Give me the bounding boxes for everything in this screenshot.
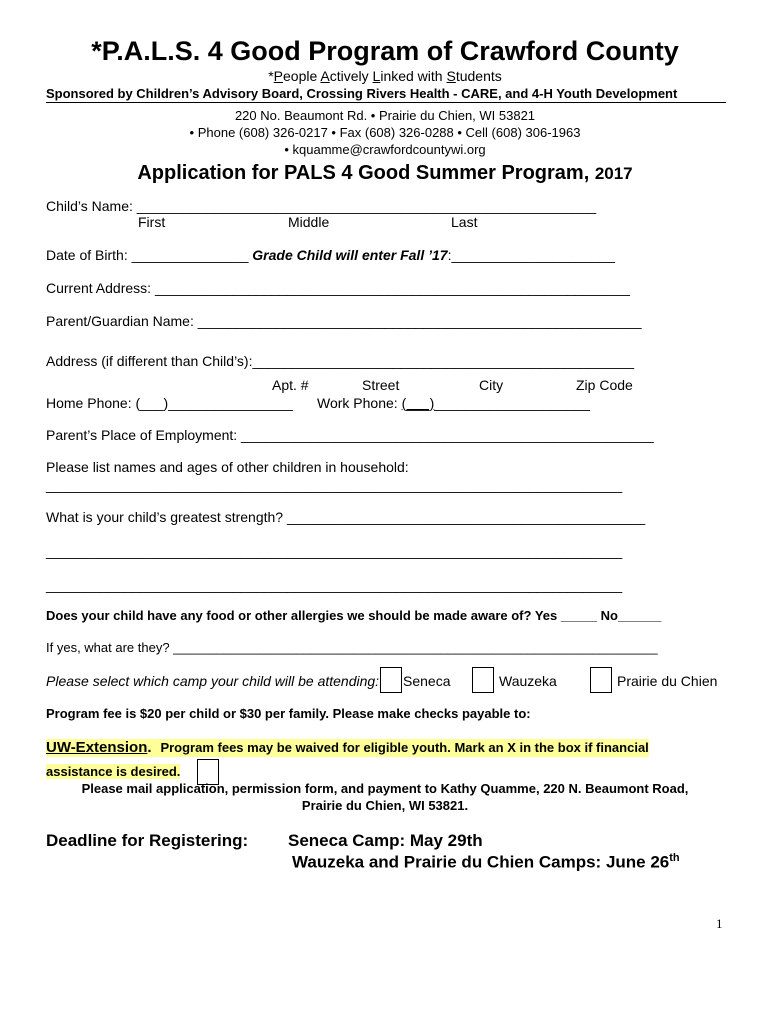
child-name-label: Child’s Name: (46, 198, 133, 214)
form-heading-text: Application for PALS 4 Good Summer Program, (137, 162, 590, 184)
form-heading (0, 162, 770, 185)
strength-line-3[interactable]: __________________________________________________________________________ (46, 577, 623, 593)
employment-field[interactable]: Parent’s Place of Employment: _____________________________________________________ (46, 427, 654, 443)
dob-field[interactable] (46, 247, 615, 263)
allergies-question[interactable]: Does your child have any food or other allergies we should be made aware of? Yes _____ No______ (46, 608, 662, 623)
child-name-field[interactable] (46, 198, 596, 214)
current-address-field[interactable]: Current Address: _____________________________________________________________ (46, 280, 630, 296)
program-fee-text: Program fee is $20 per child or $30 per family. Please make checks payable to: (46, 706, 531, 721)
allergies-detail-field[interactable]: If yes, what are they? ___________________________________________________________________ (46, 640, 658, 655)
mail-instructions-2: Prairie du Chien, WI 53821. (301, 798, 469, 813)
wauzeka-checkbox[interactable] (472, 667, 494, 693)
seneca-checkbox[interactable] (380, 667, 402, 693)
dob-label: Date of Birth: _______________ (46, 247, 249, 263)
waiver-text: Program fees may be waived for eligible youth. Mark an X in the box if financial (160, 740, 649, 755)
work-phone-label: Work Phone: (317, 395, 398, 411)
alt-address-field[interactable]: Address (if different than Child’s):_________________________________________________ (46, 353, 634, 369)
last-label: Last (451, 214, 478, 230)
form-year: 2017 (594, 164, 633, 183)
mail-instructions-1: Please mail application, permission form, and payment to Kathy Quamme, 220 N. Beaumont Road, (81, 781, 689, 796)
prairie-checkbox[interactable] (590, 667, 612, 693)
strength-field[interactable]: What is your child’s greatest strength? ______________________________________________ (46, 509, 646, 525)
acronym-letter-p: P (273, 68, 284, 84)
child-name-line[interactable]: ___________________________________________________________ (136, 198, 597, 214)
other-children-line[interactable]: __________________________________________________________________________ (46, 477, 623, 493)
acronym-star: * (268, 68, 274, 84)
uw-extension: UW-Extension (46, 739, 148, 756)
acronym-word-s: tudents (455, 68, 502, 84)
parent-name-field[interactable]: Parent/Guardian Name: _________________________________________________________ (46, 313, 642, 329)
other-children-label: Please list names and ages of other children in household: (46, 459, 409, 475)
grade-line[interactable]: :_____________________ (447, 247, 615, 263)
acronym-word-l: inked with (380, 68, 447, 84)
grade-label: Grade Child will enter Fall ’17 (252, 247, 448, 263)
zip-label: Zip Code (576, 377, 633, 393)
camp-select-label: Please select which camp your child will be attending: (46, 673, 380, 689)
seneca-label: Seneca (403, 673, 451, 689)
page-title: *P.A.L.S. 4 Good Program of Crawford County (91, 36, 679, 66)
sponsor-line: Sponsored by Children’s Advisory Board, Crossing Rivers Health - CARE, and 4-H Youth Development (46, 86, 678, 101)
home-phone-field[interactable]: Home Phone: (___)________________ (46, 395, 293, 411)
middle-label: Middle (288, 214, 330, 230)
work-phone-field[interactable] (317, 395, 590, 411)
header-rule (46, 102, 726, 103)
strength-line-2[interactable]: __________________________________________________________________________ (46, 543, 623, 559)
other-deadline-sup: th (669, 852, 680, 864)
other-deadline-text: Wauzeka and Prairie du Chien Camps: June 26 (292, 852, 670, 872)
waiver-line-1 (46, 739, 649, 757)
acronym-letter-a: A (320, 68, 330, 84)
org-email: • kquamme@crawfordcountywi.org (284, 142, 486, 157)
city-label: City (479, 377, 504, 393)
deadline-label: Deadline for Registering: (46, 831, 249, 850)
first-label: First (138, 214, 166, 230)
work-phone-line[interactable]: ____________________ (434, 395, 590, 411)
wauzeka-label: Wauzeka (499, 673, 557, 689)
org-address: 220 No. Beaumont Rd. • Prairie du Chien, WI 53821 (234, 108, 536, 123)
uw-dot: . (147, 739, 152, 756)
other-deadline (292, 852, 680, 873)
prairie-label: Prairie du Chien (617, 673, 718, 689)
acronym-word-a: ctively (329, 68, 373, 84)
apt-label: Apt. # (272, 377, 309, 393)
acronym-word-p: eople (283, 68, 321, 84)
work-phone-area[interactable]: (___) (401, 395, 435, 411)
street-label: Street (362, 377, 400, 393)
page-number: 1 (716, 916, 723, 931)
acronym-letter-s: S (446, 68, 456, 84)
acronym-letter-l: L (372, 68, 381, 84)
seneca-deadline: Seneca Camp: May 29th (288, 831, 483, 850)
waiver-line-2: assistance is desired. (46, 764, 181, 779)
acronym-expansion (0, 68, 770, 84)
org-phones: • Phone (608) 326-0217 • Fax (608) 326-0288 • Cell (608) 306-1963 (189, 125, 581, 140)
